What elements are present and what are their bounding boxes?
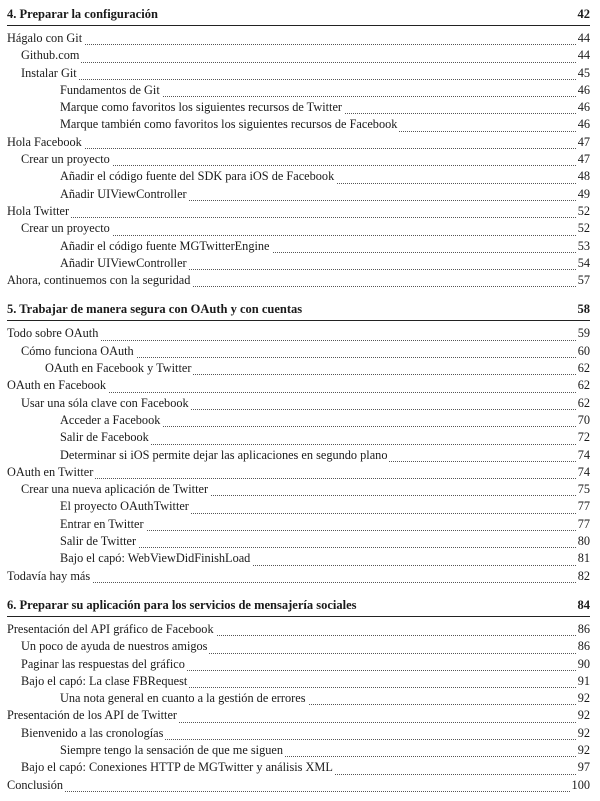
- entry-page: 45: [577, 65, 590, 80]
- entry-page: 62: [577, 361, 590, 376]
- chapter-title: 6. Preparar su aplicación para los servicios de mensajería sociales: [7, 597, 357, 612]
- toc-entry: [7, 30, 590, 47]
- entry-page: 92: [577, 725, 590, 740]
- entry-page: 46: [577, 82, 590, 97]
- entry-page: 91: [577, 673, 590, 688]
- dot-leader: [7, 44, 590, 45]
- entry-page: 92: [577, 691, 590, 706]
- entry-page: 46: [577, 100, 590, 115]
- entry-title: Hola Facebook: [7, 134, 82, 149]
- entry-page: 74: [577, 464, 590, 479]
- toc-entry: [7, 498, 590, 515]
- entry-title: Bajo el capó: La clase FBRequest: [21, 673, 188, 688]
- toc-entry: [7, 777, 590, 794]
- entry-page: 97: [577, 760, 590, 775]
- entry-page: 44: [577, 31, 590, 45]
- entry-page: 92: [577, 742, 590, 757]
- toc-entry: [7, 533, 590, 550]
- toc-entry: [7, 151, 590, 168]
- entry-title: Hágalo con Git: [7, 31, 83, 45]
- entry-page: 82: [577, 568, 590, 583]
- entry-title: Salir de Twitter: [60, 534, 137, 549]
- toc-entry: [7, 568, 590, 585]
- chapter-page: 42: [577, 7, 590, 21]
- entry-title: Añadir UIViewController: [60, 186, 187, 201]
- entry-page: 47: [577, 134, 590, 149]
- toc-entry: [7, 255, 590, 272]
- toc-entry: [7, 65, 590, 82]
- entry-title: Añadir UIViewController: [60, 255, 187, 270]
- entry-title: Presentación del API gráfico de Facebook: [7, 621, 214, 636]
- toc-entry: [7, 203, 590, 220]
- entry-title: Añadir el código fuente del SDK para iOS de Facebook: [60, 169, 335, 184]
- dot-leader: [21, 62, 590, 63]
- toc-entry: [7, 759, 590, 776]
- entry-page: 44: [577, 48, 590, 63]
- entry-title: Acceder a Facebook: [60, 412, 161, 427]
- entry-title: Una nota general en cuanto a la gestión de errores: [60, 691, 306, 706]
- entry-page: 59: [577, 326, 590, 341]
- toc-entry: [7, 621, 590, 638]
- entry-title: Salir de Facebook: [60, 430, 149, 445]
- chapter-page: 58: [577, 302, 590, 317]
- entry-page: 72: [577, 430, 590, 445]
- entry-title: Github.com: [21, 48, 80, 63]
- entry-title: Bajo el capó: WebViewDidFinishLoad: [60, 551, 251, 566]
- entry-page: 80: [577, 534, 590, 549]
- entry-title: Añadir el código fuente MGTwitterEngine: [60, 238, 270, 253]
- entry-page: 52: [577, 203, 590, 218]
- entry-title: Siempre tengo la sensación de que me siguen: [60, 742, 283, 757]
- entry-page: 77: [577, 499, 590, 514]
- entry-page: 62: [577, 395, 590, 410]
- entry-page: 47: [577, 152, 590, 167]
- toc-entry: [7, 742, 590, 759]
- dot-leader: [60, 547, 590, 548]
- toc-entry: [7, 395, 590, 412]
- toc-entry: [7, 707, 590, 724]
- entry-title: Todavía hay más: [7, 568, 91, 583]
- toc-entry: [7, 481, 590, 498]
- dot-leader: [7, 217, 590, 218]
- entry-page: 86: [577, 621, 590, 636]
- chapter-heading: [7, 300, 590, 321]
- entry-title: Instalar Git: [21, 65, 77, 80]
- chapter-title: 5. Trabajar de manera segura con OAuth y con cuentas: [7, 302, 303, 317]
- entry-title: OAuth en Twitter: [7, 464, 94, 479]
- toc-entry: [7, 638, 590, 655]
- entry-page: 86: [577, 639, 590, 654]
- entry-title: Bienvenido a las cronologías: [21, 725, 164, 740]
- toc-entry: [7, 377, 590, 394]
- entry-page: 62: [577, 378, 590, 393]
- dot-leader: [7, 791, 590, 792]
- table-of-contents: [7, 5, 590, 794]
- toc-entry: [7, 186, 590, 203]
- toc-entry: [7, 447, 590, 464]
- entry-title: Marque también como favoritos los siguientes recursos de Facebook: [60, 117, 398, 132]
- entry-page: 53: [577, 238, 590, 253]
- entry-page: 81: [577, 551, 590, 566]
- entry-title: Crear una nueva aplicación de Twitter: [21, 482, 209, 497]
- chapter-heading: [7, 596, 590, 617]
- dot-leader: [7, 148, 590, 149]
- entry-title: Hola Twitter: [7, 203, 70, 218]
- entry-title: Entrar en Twitter: [60, 516, 144, 531]
- dot-leader: [7, 582, 590, 583]
- toc-entry: [7, 82, 590, 99]
- entry-title: Marque como favoritos los siguientes recursos de Twitter: [60, 100, 343, 115]
- toc-entry: [7, 343, 590, 360]
- entry-page: 70: [577, 412, 590, 427]
- dot-leader: [21, 79, 590, 80]
- toc-entry: [7, 325, 590, 342]
- toc-entry: [7, 360, 590, 377]
- entry-title: El proyecto OAuthTwitter: [60, 499, 189, 514]
- entry-page: 75: [577, 482, 590, 497]
- toc-entry: [7, 656, 590, 673]
- entry-title: OAuth en Facebook y Twitter: [45, 361, 192, 376]
- toc-entry: [7, 134, 590, 151]
- toc-entry: [7, 516, 590, 533]
- entry-page: 52: [577, 221, 590, 236]
- entry-page: 90: [577, 656, 590, 671]
- entry-page: 60: [577, 343, 590, 358]
- toc-entry: [7, 412, 590, 429]
- entry-page: 77: [577, 516, 590, 531]
- entry-page: 48: [577, 169, 590, 184]
- toc-entry: [7, 725, 590, 742]
- entry-title: Todo sobre OAuth: [7, 326, 99, 341]
- entry-page: 74: [577, 447, 590, 462]
- entry-page: 92: [577, 708, 590, 723]
- entry-title: Determinar si iOS permite dejar las aplicaciones en segundo plano: [60, 447, 388, 462]
- entry-title: Usar una sóla clave con Facebook: [21, 395, 189, 410]
- toc-entry: [7, 47, 590, 64]
- entry-page: 57: [577, 273, 590, 288]
- toc-entry: [7, 464, 590, 481]
- toc-entry: [7, 550, 590, 567]
- entry-title: Ahora, continuemos con la seguridad: [7, 273, 191, 288]
- entry-title: Presentación de los API de Twitter: [7, 708, 178, 723]
- entry-page: 49: [577, 186, 590, 201]
- toc-entry: [7, 220, 590, 237]
- toc-entry: [7, 168, 590, 185]
- toc-entry: [7, 272, 590, 289]
- entry-title: Crear un proyecto: [21, 152, 110, 167]
- toc-entry: [7, 238, 590, 255]
- toc-entry: [7, 429, 590, 446]
- entry-title: Bajo el capó: Conexiones HTTP de MGTwitter y análisis XML: [21, 760, 333, 775]
- entry-title: Paginar las respuestas del gráfico: [21, 656, 185, 671]
- toc-entry: [7, 99, 590, 116]
- chapter-page: 84: [577, 597, 590, 612]
- entry-title: Fundamentos de Git: [60, 82, 160, 97]
- toc-entry: [7, 116, 590, 133]
- entry-page: 100: [571, 777, 590, 792]
- entry-title: Un poco de ayuda de nuestros amigos: [21, 639, 208, 654]
- chapter-title: 4. Preparar la configuración: [7, 7, 158, 21]
- entry-title: Crear un proyecto: [21, 221, 110, 236]
- entry-page: 54: [577, 255, 590, 270]
- chapter-heading: [7, 5, 590, 26]
- toc-entry: [7, 690, 590, 707]
- entry-title: Cómo funciona OAuth: [21, 343, 134, 358]
- toc-entry: [7, 673, 590, 690]
- entry-title: OAuth en Facebook: [7, 378, 107, 393]
- entry-title: Conclusión: [7, 777, 64, 792]
- entry-page: 46: [577, 117, 590, 132]
